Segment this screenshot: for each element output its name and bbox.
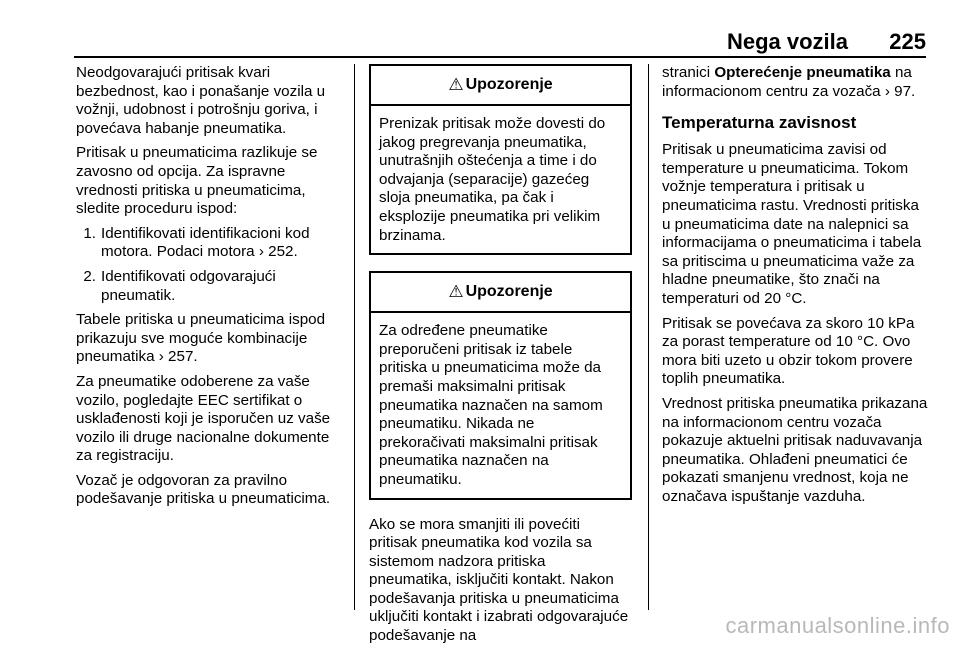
paragraph: Za pneumatike odoberene za vaše vozilo, pogledajte EEC sertifikat o usklađenosti koji je isporučen uz vaše vozilo ili druge nacionalne dokumente za registraciju. bbox=[76, 372, 331, 465]
paragraph: Vrednost pritiska pneumatika prikazana na informacionom centru vozača pokazuje aktuelni pritisak naduvavanja pneumatika. Ohlađeni pneumatici će pokazati smanjenu vrednost, koja ne označava ispuštanje vazduha. bbox=[662, 394, 928, 505]
column-3 bbox=[662, 64, 928, 512]
list-number: 1. bbox=[83, 224, 96, 242]
warning-title: Upozorenje bbox=[465, 75, 553, 93]
column-1 bbox=[76, 64, 344, 515]
procedure-list bbox=[76, 225, 344, 305]
warning-box bbox=[369, 64, 632, 255]
warning-title: Upozorenje bbox=[465, 282, 553, 300]
paragraph: Tabele pritiska u pneumaticima ispod prikazuju sve moguće kombinacije pneumatika › 257. bbox=[76, 311, 326, 366]
column-divider-1 bbox=[354, 64, 355, 610]
warning-text: Prenizak pritisak može dovesti do jakog pregrevanja pneumatika, unutrašnjih oštećenja a time i do odvajanja (separacije) gazećeg sloja pneumatika, pa čak i eksplozije pneumatika pri velikim brzinama. bbox=[379, 115, 606, 244]
list-text: Identifikovati odgovarajući pneumatik. bbox=[101, 267, 276, 304]
reference-arrow-icon: › bbox=[258, 243, 264, 261]
paragraph: Vozač je odgovoran za pravilno podešavanje pritiska u pneumaticima. bbox=[76, 471, 331, 508]
column-2 bbox=[369, 64, 632, 652]
list-item bbox=[76, 268, 344, 305]
warning-header bbox=[371, 66, 630, 106]
header-rule bbox=[74, 56, 926, 58]
paragraph: Pritisak se povećava za skoro 10 kPa za porast temperature od 10 °C. Ovo mora biti uzeto u obzir tokom provere toplih pneumatika. bbox=[662, 314, 915, 388]
page-reference[interactable]: 97. bbox=[894, 82, 916, 100]
warning-triangle-icon: ⚠ bbox=[448, 74, 464, 94]
list-item bbox=[76, 225, 344, 262]
paragraph: Pritisak u pneumaticima razlikuje se zavosno od opcija. Za ispravne vrednosti pritiska u pneumaticima, sledite proceduru ispod: bbox=[76, 144, 318, 218]
paragraph: Neodgovarajući pritisak kvari bezbednost, kao i ponašanje vozila u vožnji, udobnost i potrošnju goriva, i povećava habanje pneumatika. bbox=[76, 64, 326, 137]
reference-arrow-icon: › bbox=[158, 348, 164, 366]
warning-triangle-icon: ⚠ bbox=[448, 281, 464, 301]
column-divider-2 bbox=[648, 64, 649, 610]
paragraph: Pritisak u pneumaticima zavisi od temperature u pneumaticima. Tokom vožnje temperatura i pritisak u pneumaticima rastu. Vrednosti pritiska u pneumaticima date na nalepnici sa informacijama o pneumaticima i tabela sa pritiscima u pneumaticima važe za hladne pneumatike, što znači na temperaturi od 20 °C. bbox=[662, 141, 922, 307]
warning-text: Za određene pneumatike preporučeni pritisak iz tabele pritiska u pneumaticima može da premaši maksimalni pritisak pneumatika naznačen na samom pneumatiku. Nikada ne prekoračivati maksimalni pritisak pneumatika naznačen na pneumatiku. bbox=[379, 322, 603, 488]
page-reference[interactable]: 252. bbox=[268, 243, 298, 261]
paragraph: Ako se mora smanjiti ili povećiti pritisak pneumatika kod vozila sa sistemom nadzora pritiska pneumatika, isključiti kontakt. Nakon podešavanja pritiska u pneumaticima uključiti kontakt i izabrati odgovarajuće podešavanje na bbox=[369, 515, 629, 645]
warning-box bbox=[369, 271, 632, 499]
list-text: Identifikovati identifikacioni kod motora. Podaci motora bbox=[101, 224, 310, 261]
paragraph: stranici Opterećenje pneumatika na informacionom centru za vozača › 97. bbox=[662, 64, 916, 100]
menu-reference: Opterećenje pneumatika bbox=[714, 64, 891, 81]
page-title: Nega vozila bbox=[726, 29, 848, 54]
warning-header bbox=[371, 273, 630, 313]
watermark: carmanualsonline.info bbox=[725, 613, 950, 638]
list-number: 2. bbox=[83, 267, 96, 285]
page-reference[interactable]: 257. bbox=[168, 348, 198, 366]
page-number: 225 bbox=[889, 29, 926, 54]
reference-arrow-icon: › bbox=[884, 82, 890, 100]
page-header bbox=[0, 30, 926, 58]
section-heading: Temperaturna zavisnost bbox=[662, 113, 857, 133]
